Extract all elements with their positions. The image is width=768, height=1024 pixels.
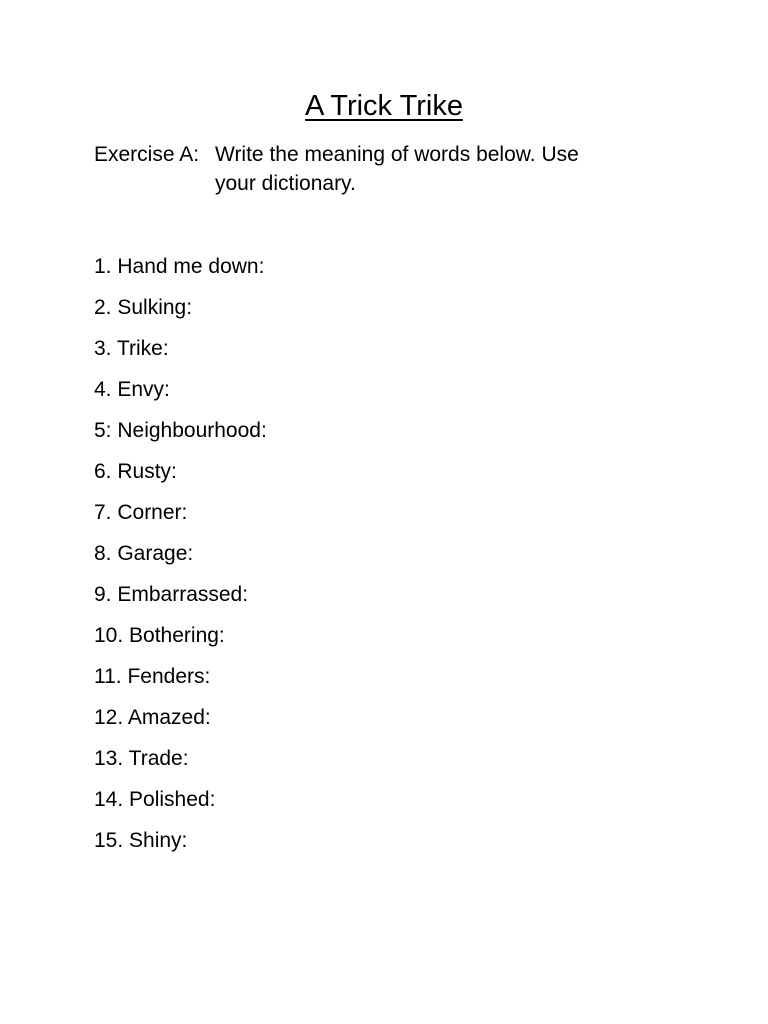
list-item: 8. Garage: (94, 542, 194, 565)
exercise-label: Exercise A: (94, 143, 200, 166)
list-item: 11. Fenders: (94, 665, 211, 688)
exercise-instructions (94, 140, 579, 198)
exercise-instruction-text-2: your dictionary. (215, 172, 356, 195)
page-title-text: A Trick Trike (305, 90, 463, 122)
page-title (0, 86, 768, 126)
list-item: 14. Polished: (94, 788, 216, 811)
list-item: 6. Rusty: (94, 460, 177, 483)
list-item: 3. Trike: (94, 337, 169, 360)
vocabulary-word-list (94, 252, 267, 867)
list-item: 15. Shiny: (94, 829, 188, 852)
list-item: 13. Trade: (94, 747, 189, 770)
list-item: 4. Envy: (94, 378, 170, 401)
list-item: 10. Bothering: (94, 624, 225, 647)
exercise-instruction-text-1: Write the meaning of words below. Use (215, 143, 579, 166)
list-item: 9. Embarrassed: (94, 583, 249, 606)
list-item: 5: Neighbourhood: (94, 419, 267, 442)
list-item: 7. Corner: (94, 501, 188, 524)
list-item: 12. Amazed: (94, 706, 211, 729)
list-item: 1. Hand me down: (94, 255, 265, 278)
exercise-line-2 (94, 169, 579, 198)
exercise-line-1 (94, 140, 579, 169)
list-item: 2. Sulking: (94, 296, 193, 319)
